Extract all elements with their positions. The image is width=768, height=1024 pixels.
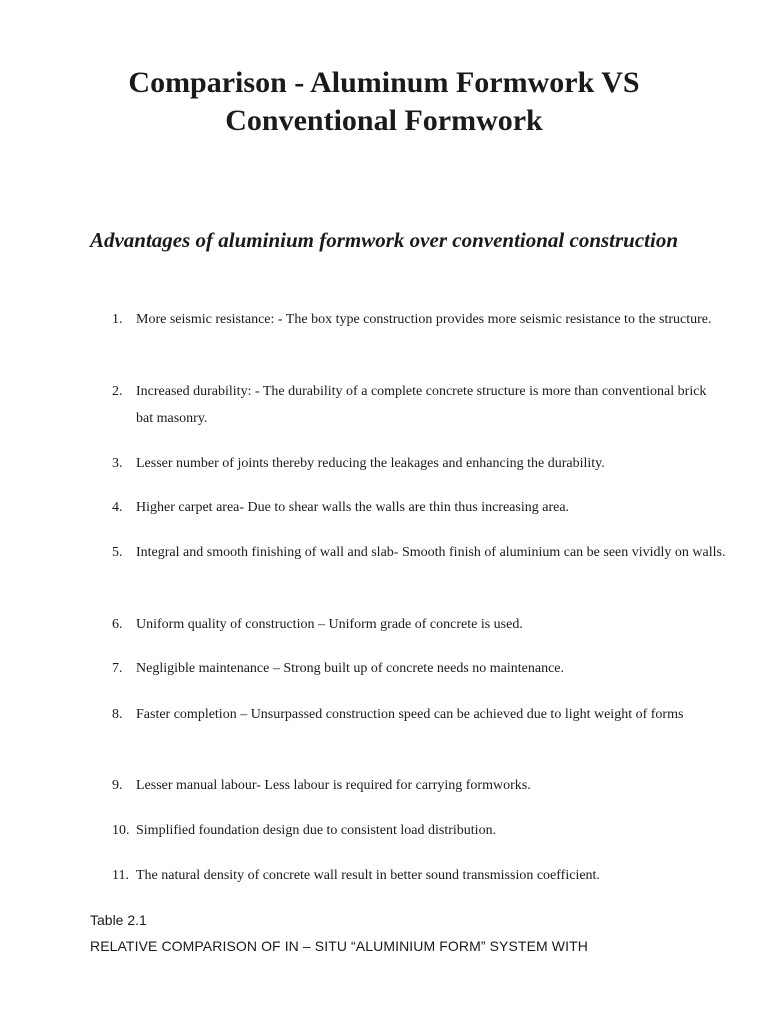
list-item-text: The natural density of concrete wall result in better sound transmission coefficient. [136, 868, 600, 883]
list-item-text: Negligible maintenance – Strong built up of concrete needs no maintenance. [136, 661, 565, 676]
list-item-number: 7. [112, 661, 123, 676]
page-title [0, 64, 768, 140]
list-item-text: Integral and smooth finishing of wall and slab- Smooth finish of aluminium can be seen vividly on walls. [136, 545, 726, 560]
list-item-text: Higher carpet area- Due to shear walls the walls are thin thus increasing area. [136, 500, 570, 515]
list-item-text: Lesser manual labour- Less labour is required for carrying formworks. [136, 778, 531, 793]
list-item-text: Increased durability: - The durability of a complete concrete structure is more than conventional brick bat masonry. [136, 384, 707, 426]
list-item-number: 9. [112, 778, 123, 793]
table-heading: RELATIVE COMPARISON OF IN – SITU “ALUMINIUM FORM” SYSTEM WITH [90, 938, 588, 954]
list-item-number: 10. [112, 823, 130, 838]
list-item-text: More seismic resistance: - The box type construction provides more seismic resistance to the structure. [136, 312, 712, 327]
list-item-number: 4. [112, 500, 123, 515]
list-item-number: 3. [112, 456, 123, 471]
section-heading: Advantages of aluminium formwork over conventional construction [89, 228, 679, 252]
list-item-number: 11. [112, 868, 129, 883]
list-item-text: Lesser number of joints thereby reducing the leakages and enhancing the durability. [136, 456, 605, 471]
list-item-text: Faster completion – Unsurpassed construction speed can be achieved due to light weight of forms [136, 707, 684, 722]
list-item-text: Simplified foundation design due to consistent load distribution. [136, 823, 497, 838]
list-item-number: 2. [112, 384, 123, 399]
page-title-line-1: Comparison - Aluminum Formwork VS [128, 66, 640, 99]
list-item-number: 8. [112, 707, 123, 722]
table-caption: Table 2.1 [90, 912, 147, 928]
list-item-text: Uniform quality of construction – Uniform grade of concrete is used. [136, 617, 523, 632]
page-title-line-2: Conventional Formwork [225, 104, 543, 137]
list-item-number: 5. [112, 545, 123, 560]
list-item-number: 6. [112, 617, 123, 632]
list-item-number: 1. [112, 312, 123, 327]
